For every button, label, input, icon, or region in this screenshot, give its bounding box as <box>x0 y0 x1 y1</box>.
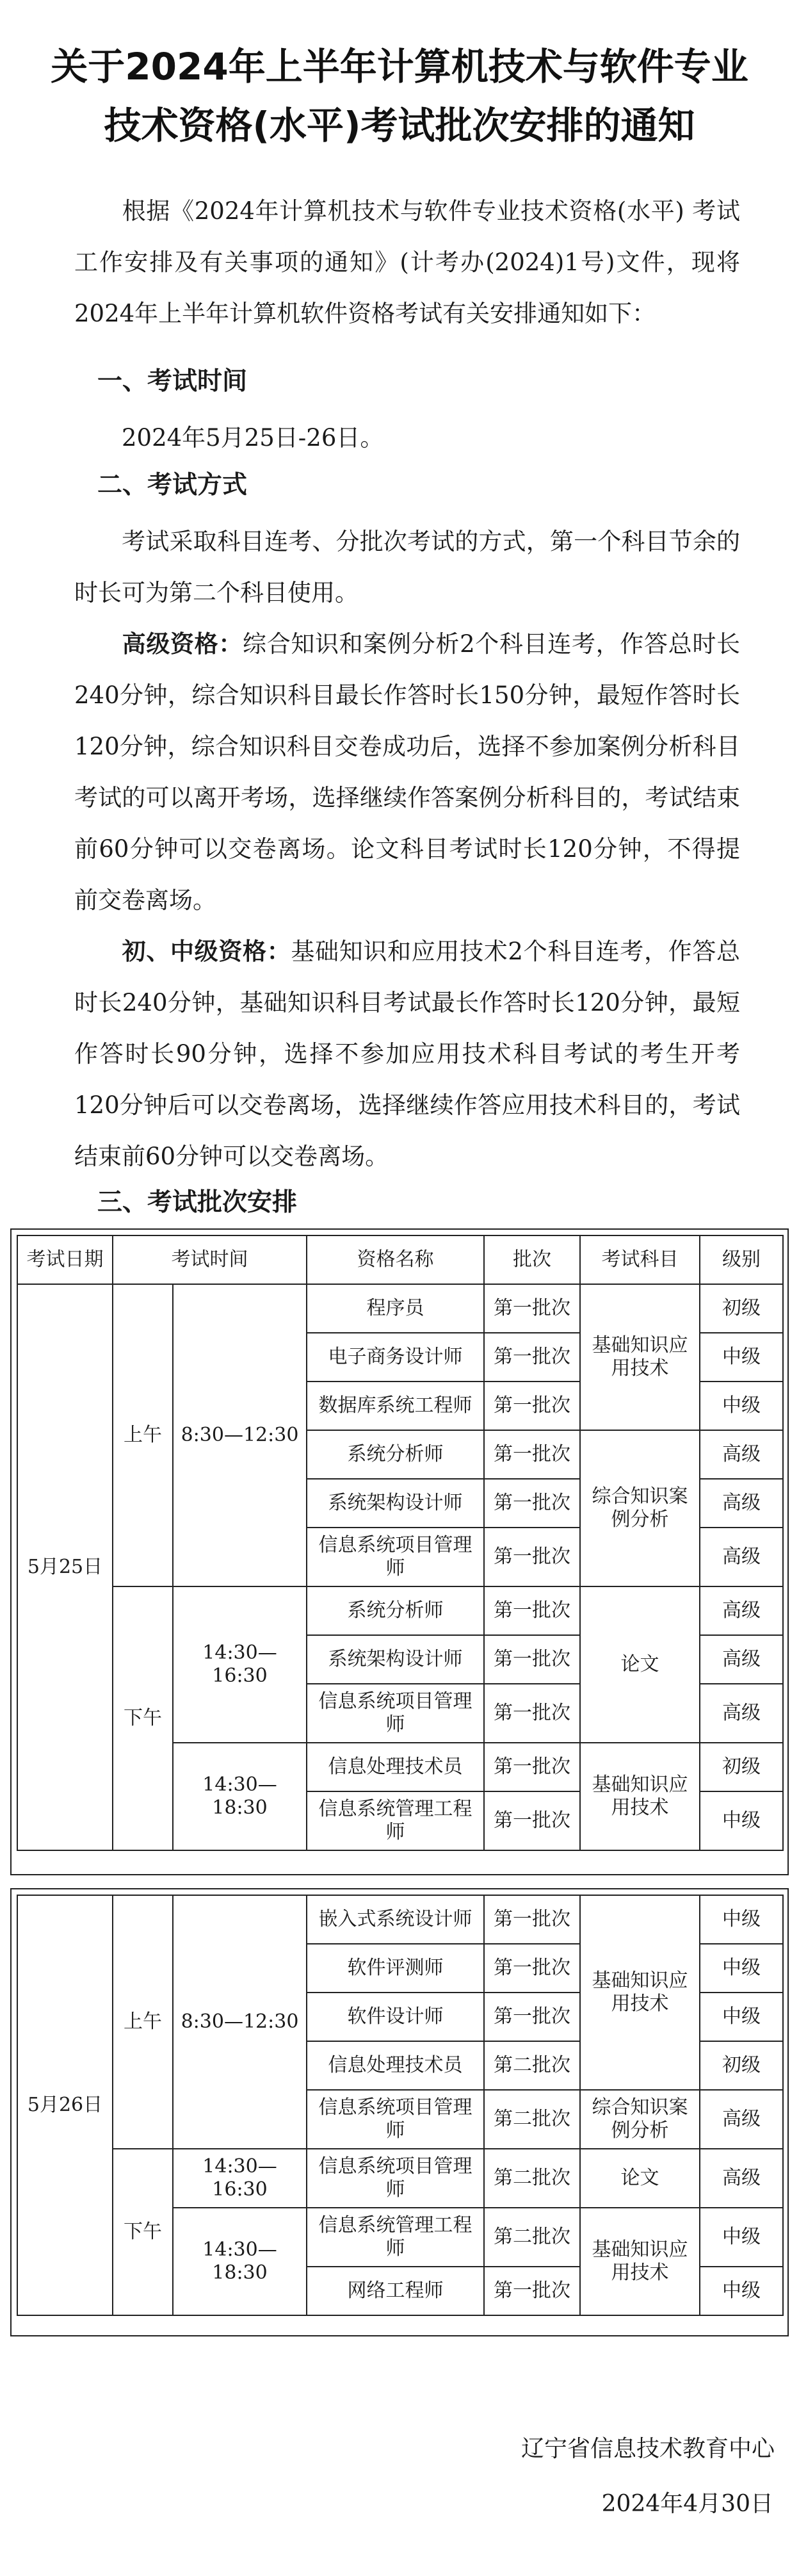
batch: 第一批次 <box>484 1743 580 1791</box>
subject: 基础知识应用技术 <box>580 1895 700 2090</box>
day1-pm-time-2: 14:30—18:30 <box>173 1743 307 1850</box>
schedule-table-day1 <box>17 1235 784 1851</box>
title-line-1: 关于2024年上半年计算机技术与软件专业 <box>51 45 748 88</box>
level: 中级 <box>700 2267 783 2315</box>
qualification-name: 信息系统管理工程师 <box>307 1791 484 1850</box>
level: 中级 <box>700 1895 783 1944</box>
day2-pm-time-2: 14:30—18:30 <box>173 2208 307 2315</box>
qualification-name: 系统架构设计师 <box>307 1479 484 1528</box>
section2-body <box>74 516 740 619</box>
issuer-name: 辽宁省信息技术教育中心 <box>521 2436 775 2462</box>
batch: 第二批次 <box>484 2208 580 2267</box>
qualification-name: 信息处理技术员 <box>307 1743 484 1791</box>
table-row <box>17 2149 783 2208</box>
qualification-name: 信息系统项目管理师 <box>307 1528 484 1586</box>
qualification-name: 电子商务设计师 <box>307 1333 484 1382</box>
batch: 第一批次 <box>484 1993 580 2041</box>
junior-text: 基础知识和应用技术2个科目连考，作答总时长240分钟，基础知识科目考试最长作答时长120分钟，最短作答时长90分钟，选择不参加应用技术科目考试的考生开考120分钟后可以交卷离场，选择继续作答应用技术科目的，考试结束前60分钟可以交卷离场。 <box>74 938 740 1170</box>
level: 高级 <box>700 1586 783 1635</box>
level: 中级 <box>700 1944 783 1993</box>
level: 初级 <box>700 1284 783 1333</box>
qualification-name: 系统架构设计师 <box>307 1635 484 1684</box>
day1-am-time: 8:30—12:30 <box>173 1284 307 1586</box>
header-qualification: 资格名称 <box>307 1235 484 1284</box>
qualification-name: 数据库系统工程师 <box>307 1382 484 1430</box>
qualification-name: 信息系统项目管理师 <box>307 2149 484 2208</box>
batch: 第一批次 <box>484 1528 580 1586</box>
level: 高级 <box>700 1430 783 1479</box>
header-level: 级别 <box>700 1235 783 1284</box>
qualification-name: 程序员 <box>307 1284 484 1333</box>
level: 高级 <box>700 2149 783 2208</box>
qualification-name: 网络工程师 <box>307 2267 484 2315</box>
header-time: 考试时间 <box>113 1235 307 1284</box>
subject: 论文 <box>580 2149 700 2208</box>
day1-pm-time-1: 14:30—16:30 <box>173 1586 307 1743</box>
level: 高级 <box>700 2090 783 2149</box>
batch: 第一批次 <box>484 2267 580 2315</box>
senior-text: 综合知识和案例分析2个科目连考，作答总时长240分钟，综合知识科目最长作答时长150分钟，最短作答时长120分钟，综合知识科目交卷成功后，选择不参加案例分析科目考试的可以离开考场，选择继续作答案例分析科目的，考试结束前60分钟可以交卷离场。论文科目考试时长120分钟，不得提前交卷离场。 <box>74 630 740 914</box>
qualification-name: 系统分析师 <box>307 1586 484 1635</box>
document-title <box>0 37 799 155</box>
level: 中级 <box>700 1382 783 1430</box>
qualification-name: 嵌入式系统设计师 <box>307 1895 484 1944</box>
section2-text: 考试采取科目连考、分批次考试的方式，第一个科目节余的时长可为第二个科目使用。 <box>74 528 740 607</box>
day2-am-label: 上午 <box>113 1895 173 2149</box>
qualification-name: 软件评测师 <box>307 1944 484 1993</box>
qualification-name: 信息处理技术员 <box>307 2041 484 2090</box>
level: 高级 <box>700 1479 783 1528</box>
intro-text: 根据《2024年计算机技术与软件专业技术资格(水平) 考试工作安排及有关事项的通知》(计考办(2024)1号)文件，现将2024年上半年计算机软件资格考试有关安排通知如下： <box>74 197 740 327</box>
junior-label: 初、中级资格： <box>122 938 291 965</box>
batch: 第一批次 <box>484 1333 580 1382</box>
senior-paragraph <box>74 619 740 926</box>
header-date: 考试日期 <box>17 1235 113 1284</box>
level: 初级 <box>700 2041 783 2090</box>
subject: 基础知识应用技术 <box>580 1284 700 1430</box>
day2-date: 5月26日 <box>17 1895 113 2315</box>
level: 中级 <box>700 2208 783 2267</box>
subject: 基础知识应用技术 <box>580 1743 700 1850</box>
schedule-table-day2 <box>17 1895 784 2316</box>
senior-label: 高级资格： <box>122 630 243 658</box>
level: 中级 <box>700 1333 783 1382</box>
batch: 第一批次 <box>484 1895 580 1944</box>
level: 高级 <box>700 1528 783 1586</box>
section1-body <box>74 412 740 464</box>
qualification-name: 信息系统项目管理师 <box>307 1684 484 1743</box>
qualification-name: 信息系统项目管理师 <box>307 2090 484 2149</box>
section3-heading: 三、考试批次安排 <box>97 1188 298 1217</box>
issue-date: 2024年4月30日 <box>601 2491 773 2517</box>
day2-pm-time-1: 14:30—16:30 <box>173 2149 307 2208</box>
table-row <box>17 1895 783 1944</box>
junior-paragraph <box>74 926 740 1182</box>
header-subject: 考试科目 <box>580 1235 700 1284</box>
batch: 第一批次 <box>484 1479 580 1528</box>
batch: 第一批次 <box>484 1586 580 1635</box>
day2-pm-label: 下午 <box>113 2149 173 2315</box>
day2-am-time: 8:30—12:30 <box>173 1895 307 2149</box>
level: 高级 <box>700 1684 783 1743</box>
qualification-name: 信息系统管理工程师 <box>307 2208 484 2267</box>
day1-date: 5月25日 <box>17 1284 113 1850</box>
batch: 第一批次 <box>484 1382 580 1430</box>
subject: 综合知识案例分析 <box>580 2090 700 2149</box>
level: 初级 <box>700 1743 783 1791</box>
batch: 第二批次 <box>484 2090 580 2149</box>
batch: 第二批次 <box>484 2149 580 2208</box>
batch: 第一批次 <box>484 1284 580 1333</box>
section1-text: 2024年5月25日-26日。 <box>122 424 384 452</box>
header-batch: 批次 <box>484 1235 580 1284</box>
title-line-2: 技术资格(水平)考试批次安排的通知 <box>104 104 695 147</box>
qualification-name: 系统分析师 <box>307 1430 484 1479</box>
level: 中级 <box>700 1993 783 2041</box>
section2-heading: 二、考试方式 <box>97 471 248 500</box>
day1-am-label: 上午 <box>113 1284 173 1586</box>
subject: 综合知识案例分析 <box>580 1430 700 1586</box>
qualification-name: 软件设计师 <box>307 1993 484 2041</box>
level: 高级 <box>700 1635 783 1684</box>
level: 中级 <box>700 1791 783 1850</box>
batch: 第一批次 <box>484 1944 580 1993</box>
batch: 第一批次 <box>484 1791 580 1850</box>
table-header-row <box>17 1235 783 1284</box>
day1-pm-label: 下午 <box>113 1586 173 1850</box>
subject: 论文 <box>580 1586 700 1743</box>
subject: 基础知识应用技术 <box>580 2208 700 2315</box>
batch: 第二批次 <box>484 2041 580 2090</box>
table-row <box>17 1284 783 1333</box>
batch: 第一批次 <box>484 1430 580 1479</box>
batch: 第一批次 <box>484 1635 580 1684</box>
table-row <box>17 1586 783 1635</box>
batch: 第一批次 <box>484 1684 580 1743</box>
section1-heading: 一、考试时间 <box>97 367 248 396</box>
intro-paragraph <box>74 186 740 339</box>
